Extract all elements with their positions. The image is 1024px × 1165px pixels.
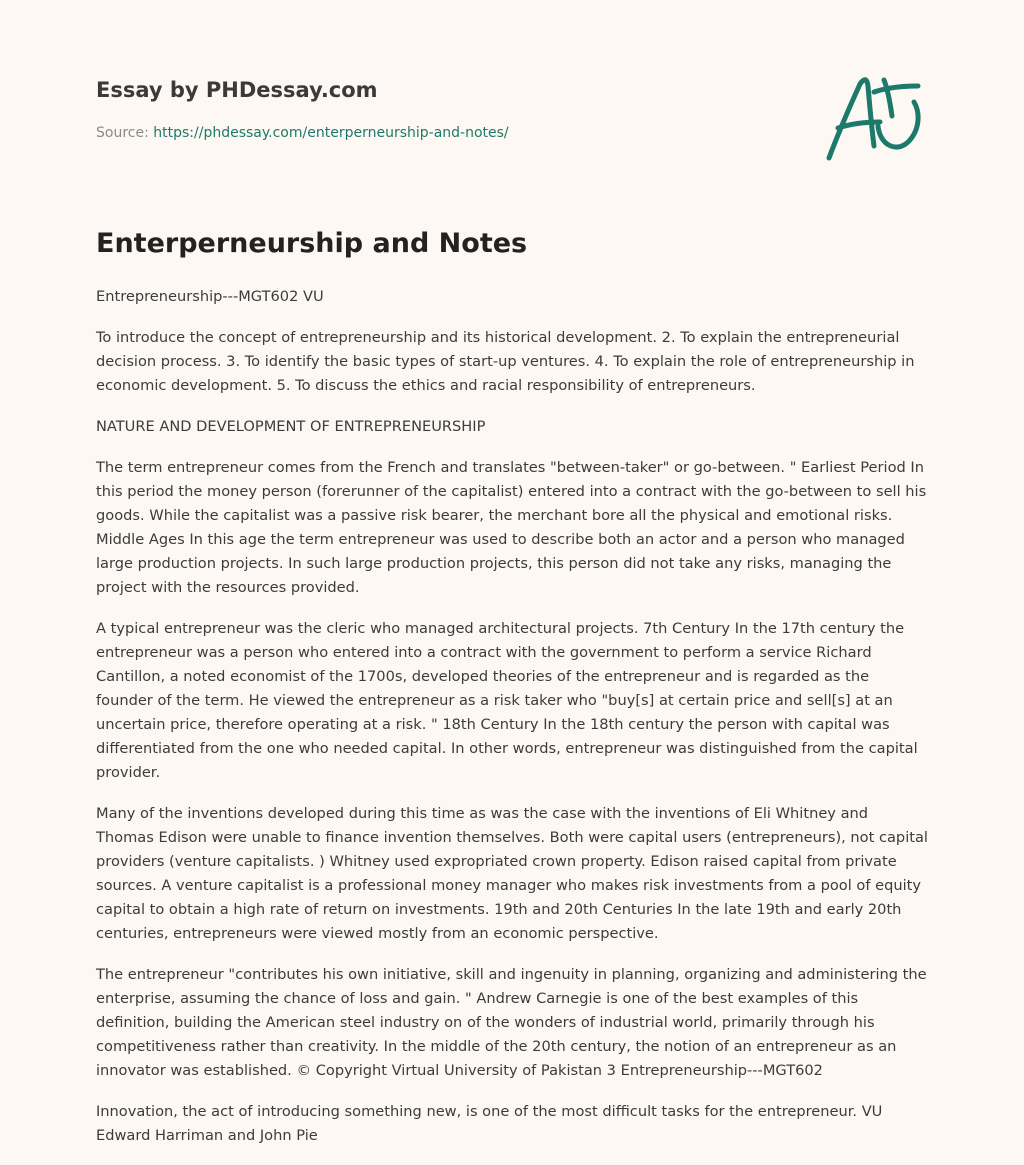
essay-paragraph: Many of the inventions developed during this time as was the case with the inventions of Eli Whitney and Thomas Edison were unable to finance invention themselves. Both were capital users (entrepreneurs), not capital providers (venture capitalists. ) Whitney used expropriated crown property. Edison raised capital from private sources. A venture capitalist is a professional money manager who makes risk investments from a pool of equity capital to obtain a high rate of return on investments. 19th and 20th Centuries In the late 19th and early 20th centuries, entrepreneurs were viewed mostly from an economic perspective.: [96, 805, 928, 942]
essay-paragraph: The term entrepreneur comes from the French and translates "between-taker" or go-between. " Earliest Period In this period the money person (forerunner of the capitalist) entered into a contract with the go-between to sell his goods. While the capitalist was a passive risk bearer, the merchant bore all the physical and emotional risks. Middle Ages In this age the term entrepreneur was used to describe both an actor and a person who managed large production projects. In such large production projects, this person did not take any risks, managing the project with the resources provided.: [96, 459, 927, 596]
essay-title: Enterperneurship and Notes: [96, 228, 528, 259]
essay-body: [96, 285, 930, 1165]
a-plus-logo-icon: [824, 66, 928, 166]
source-link[interactable]: https://phdessay.com/enterperneurship-and-notes/: [153, 125, 509, 141]
essay-paragraph: NATURE AND DEVELOPMENT OF ENTREPRENEURSHIP: [96, 418, 486, 435]
site-title: Essay by PHDessay.com: [96, 78, 378, 102]
essay-paragraph: Innovation, the act of introducing something new, is one of the most difficult tasks for the entrepreneur. VU Edward Harriman and John Pie: [96, 1103, 883, 1144]
essay-paragraph: To introduce the concept of entrepreneurship and its historical development. 2. To explain the entrepreneurial decision process. 3. To identify the basic types of start-up ventures. 4. To explain the role of entrepreneurship in economic development. 5. To discuss the ethics and racial responsibility of entrepreneurs.: [96, 329, 915, 394]
source-line: [96, 123, 509, 143]
essay-paragraph: Entrepreneurship---MGT602 VU: [96, 288, 324, 305]
source-label: Source:: [96, 125, 154, 141]
essay-paragraph: The entrepreneur "contributes his own initiative, skill and ingenuity in planning, organizing and administering the enterprise, assuming the chance of loss and gain. " Andrew Carnegie is one of the best examples of this definition, building the American steel industry on of the wonders of industrial world, primarily through his competitiveness rather than creativity. In the middle of the 20th century, the notion of an entrepreneur as an innovator was established. © Copyright Virtual University of Pakistan 3 Entrepreneurship---MGT602: [96, 966, 927, 1079]
essay-paragraph: A typical entrepreneur was the cleric who managed architectural projects. 7th Century In the 17th century the entrepreneur was a person who entered into a contract with the government to perform a service Richard Cantillon, a noted economist of the 1700s, developed theories of the entrepreneur and is regarded as the founder of the term. He viewed the entrepreneur as a risk taker who "buy[s] at certain price and sell[s] at an uncertain price, therefore operating at a risk. " 18th Century In the 18th century the person with capital was differentiated from the one who needed capital. In other words, entrepreneur was distinguished from the capital provider.: [96, 620, 918, 781]
